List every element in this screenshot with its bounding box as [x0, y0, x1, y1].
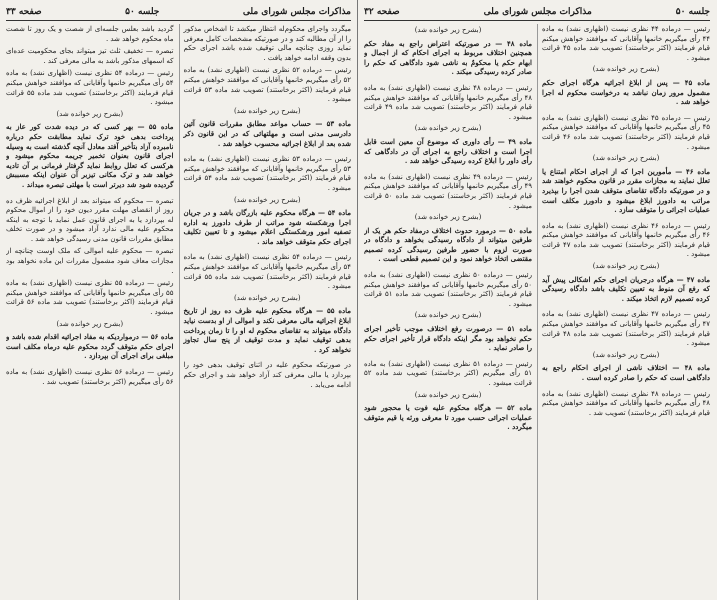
reading-note: (بشرح زیر خوانده شد) — [414, 26, 482, 34]
article-text: ماده ۵۲ — هرگاه محکوم علیه فوت یا محجور شود عملیات اجرائی حسب مورد تا معرفی ورثه یا قیم متوقف میگردد . — [364, 403, 532, 432]
left-page-header — [6, 4, 351, 21]
vote-record: رئیس — درماده ۵۰ نظری نیست (اظهاری نشد) به ماده ۵۰ رأی میگیریم خانمها وآقایانی که موافقند خواهش میکنم قیام فرمایند (اکثر برخاستند) تصویب شد ماده ۵۱ قرائت میشود . — [364, 271, 532, 308]
reading-note: (بشرح زیر خوانده شد) — [233, 293, 301, 302]
article-text: ماده ۴۶ — مأمورین اجرا که از اجرای احکام امتناع یا تعلل نمایند به مجازات مقرر در قانون محکوم خواهند شد و در صورتیکه دادگاه تقاضای متوقف شدن اجرا را بپذیرد مراتب به دادورز ابلاغ میشود و دادورز مکلف است عملیات اجرائی را متوقف سازد . — [542, 166, 710, 215]
right-page-columns — [364, 24, 710, 600]
vote-record: رئیس — درماده ۵۶ نظری نیست (اظهاری نشد) به ماده ۵۶ رأی میگیریم (اکثر برخاستند) تصویب شد . — [6, 368, 174, 386]
vote-record: رئیس — درماده ۴۹ نظری نیست (اظهاری نشد) به ماده ۴۹ رأی میگیریم خانمها وآقایانی که موافقند خواهش میکنم قیام فرمایند (اکثر برخاستند) تصویب شد ماده ۵۰ قرائت میشود . — [364, 172, 532, 210]
article-text: ماده ۵۱ — درصورت رفع اختلاف موجب تأخیر اجرای حکم نخواهد بود مگر اینکه دادگاه قرار تأخیر اجرای حکم را صادر نماید . — [364, 324, 532, 353]
article-text: ماده ۵۶ — درمواردیکه به مفاد اجرائیه اقدام شده باشد و اجرای حکم متوقف گردد محکوم علیه درماه مکلف است مبلغی برای اجرای آن بپردازد . — [6, 332, 174, 361]
vote-record: رئیس — درماده ۴۶ نظری نیست (اظهاری نشد) به ماده ۴۶ رأی میگیریم خانمها وآقایانی که موافقند خواهش میکنم قیام فرمایند (اکثر برخاستند) تصویب شد ماده ۴۷ قرائت میشود . — [542, 221, 710, 259]
journal-title: مذاکرات مجلس شورای ملی — [483, 7, 592, 17]
article-text: ماده ۴۸ — اختلاف ناشی از اجرای احکام راجع به دادگاهی است که حکم را صادر کرده است . — [542, 363, 710, 382]
vote-record: رئیس — درماده ۴۵ نظری نیست (اظهاری نشد) به ماده ۴۵ رأی میگیریم خانمها وآقایانی که موافقند خواهش میکنم قیام فرمایند (اکثر برخاستند) تصویب شد ماده ۴۶ قرائت میشود . — [542, 113, 710, 151]
session-label: جلسه ۵۰ — [675, 7, 710, 17]
left-page-columns — [6, 24, 351, 600]
reading-note: (بشرح زیر خوانده شد) — [414, 390, 482, 399]
paragraph: تبصره — محکوم علیه اموالی که ملک اوست چنانچه از مجازات معاف شود مشمول مقررات این ماده نخواهد بود . — [6, 247, 174, 275]
session-label: جلسه ۵۰ — [125, 7, 160, 17]
vote-record: رئیس — درماده ۵۴ نظری نیست (اظهاری نشد) به ماده ۵۴ رأی میگیریم خانمها وآقایانی که موافقند خواهش میکنم قیام فرمایند (اکثر برخاستند) تصویب شد ماده ۵۵ قرائت میشود . — [6, 69, 174, 107]
article-text: ماده ۵۰ — درمورد حدوث اختلاف درمفاد حکم هر یک از طرفین میتواند از دادگاه رسیدگی بخواهد و دادگاه در صورت لزوم با حضور طرفین رسیدگی کرده تصمیم مقتضی اتخاذ خواهد نمود و این تصمیم قطعی است . — [364, 225, 532, 264]
journal-title: مذاکرات مجلس شورای ملی — [242, 7, 351, 17]
reading-note: (بشرح زیر خوانده شد) — [414, 124, 482, 133]
column — [364, 24, 532, 600]
vote-record: رئیس — درماده ۵۱ نظری نیست (اظهاری نشد) به ماده ۵۱ رأی میگیریم (اکثر برخاستند) تصویب شد ماده ۵۲ قرائت میشود . — [364, 359, 532, 387]
reading-note: (بشرح زیر خوانده شد) — [592, 65, 660, 74]
vote-record: رئیس — درماده ۵۳ نظری نیست (اظهاری نشد) به ماده ۵۳ رأی میگیریم خانمها وآقایانی که موافقند خواهش میکنم قیام فرمایند (اکثر برخاستند) تصویب شد ماده ۵۴ قرائت میشود . — [183, 155, 351, 192]
reading-note: (بشرح زیر خوانده شد) — [233, 195, 301, 204]
column — [179, 24, 352, 600]
article-text: ماده ۴۸ — در صورتیکه اعتراض راجع به مفاد حکم همچنین اختلاف مربوط به اجرای احکام که از اجمال و ابهام حکم یا محکومٌ به ناشی شود دادگاهی که حکم را صادر کرده رسیدگی میکند . — [364, 38, 532, 77]
article-text: ماده ۵۴ — هرگاه محکوم علیه بازرگان باشد و در جریان اجرا ورشکسته شود مراتب از طرف دادورز به اداره تصفیه امور ورشکستگی اعلام میشود و تا تعیین تکلیف اجرای حکم متوقف خواهد ماند . — [183, 208, 351, 246]
page-number: صفحه ۳۳ — [6, 7, 42, 17]
article-text: ماده ۵۳ — حساب مواعد مطابق مقررات قانون آئین دادرسی مدنی است و مهلتهائی که در این قانون ذکر شده بعد از ابلاغ اجرائیه محسوب خواهد شد . — [183, 119, 351, 148]
vote-record: رئیس — درماده ۵۲ نظری نیست (اظهاری نشد) به ماده ۵۲ رأی میگیریم خانمها وآقایانی که موافقند خواهش میکنم قیام فرمایند (اکثر برخاستند) تصویب شد ماده ۵۳ قرائت میشود . — [183, 66, 351, 104]
vote-record: رئیس — درماده ۵۵ نظری نیست (اظهاری نشد) به ماده ۵۵ رأی میگیریم خانمها وآقایانی که موافقند خواهش میکنم قیام فرمایند (اکثر برخاستند) تصویب شد ماده ۵۶ قرائت میشود . — [6, 279, 174, 317]
reading-note: (بشرح زیر خوانده شد) — [414, 311, 482, 320]
vote-record: رئیس — درماده ۴۷ نظری نیست (اظهاری نشد) به ماده ۴۷ رأی میگیریم خانمها وآقایانی که موافقند خواهش میکنم قیام فرمایند (اکثر برخاستند) تصویب شد ماده ۴۸ قرائت میشود . — [542, 310, 710, 348]
vote-record: رئیس — درماده ۵۴ نظری نیست (اظهاری نشد) به ماده ۵۴ رأی میگیریم خانمها وآقایانی که موافقند خواهش میکنم قیام فرمایند (اکثر برخاستند) تصویب شد ماده ۵۵ قرائت میشود . — [183, 253, 351, 291]
reading-note: (بشرح زیر خوانده شد) — [233, 106, 301, 115]
paragraph: تبصره — تخفیف ثلث تیز میتواند بجای محکومیت عده‌ای که اسمهای مذکور باشد به مالی معرفی کند . — [6, 47, 174, 65]
reading-note: (بشرح زیر خوانده شد) — [592, 350, 660, 359]
column — [6, 24, 174, 600]
column — [537, 24, 710, 600]
reading-note: (بشرح زیر خوانده شد) — [56, 109, 124, 118]
article-text: ماده ۴۷ — هرگاه درجریان اجرای حکم اشکالی پیش آید که رفع آن منوط به تعیین تکلیف باشد دادگاه رسیدگی کرده تصمیم لازم اتخاذ میکند . — [542, 274, 710, 303]
vote-record: رئیس — درماده ۴۸ نظری نیست (اظهاری نشد) به ماده ۴۸ رأی میگیریم خانمها وآقایانی که موافقند خواهش میکنم قیام فرمایند (اکثر برخاستند) تصویب شد . — [542, 389, 710, 417]
vote-record: رئیس — درماده ۴۴ نظری نیست (اظهاری نشد) به ماده ۴۴ رأی میگیریم خانمها وآقایانی که موافقند خواهش میکنم قیام فرمایند (اکثر برخاستند) تصویب شد ماده ۴۵ قرائت میشود . — [542, 25, 710, 62]
paragraph: میگردد واجرای محکوم‌له انتظار میکشد تا اشخاص مذکور را از آن مطالبه کند و در صورتیکه مشخصات کامل معرفی نماید روزی چنانچه مالی توقیف شده باشد اجرای حکم بدون وقفه ادامه خواهد یافت . — [183, 25, 351, 62]
vote-record: رئیس — درماده ۴۸ نظری نیست (اظهاری نشد) به ماده ۴۸ رأی میگیریم خانمها وآقایانی که موافقند خواهش میکنم قیام فرمایند (اکثر برخاستند) تصویب شد ماده ۴۹ قرائت میشود . — [364, 83, 532, 121]
article-text: ماده ۵۵ — هرگاه محکوم علیه ظرف ده روز از تاریخ ابلاغ اجرائیه مالی معرفی نکند و اموالی از او بدست نیاید دادگاه میتواند به تقاضای محکوم له او را تا زمان پرداخت بدهی توقیف نماید و مدت توقیف از پنج سال تجاوز نخواهد کرد . — [183, 306, 351, 354]
reading-note: (بشرح زیر خوانده شد) — [414, 213, 482, 222]
paragraph: تبصره — محکوم که میتواند بعد از ابلاغ اجرائیه ظرف ده روز از انقضای مهلت مقرر دیون خود را از اموال محکوم له بپردازد یا به اجرای قانون عمل نماید با توجه به اینکه محکوم علیه مالی ندارد آزاد میشود و در صورت تخلف مطابق مقررات قانون مدنی رسیدگی خواهد شد . — [6, 196, 174, 243]
article-text: ماده ۴۹ — رأی داوری که موضوع آن معین است قابل اجرا است و اختلاف راجع به اجرای آن در دادگاهی که رأی داور را ابلاغ کرده رسیدگی خواهد شد . — [364, 136, 532, 166]
article-text: ماده ۵۵ — بهر کسی که در دیده شدت کور عاز به پرداخت بدهی خود ترک نماید مطابقت حکم درباره نامبرده آزاد بتأخیر آفتد معادل آنچه گذشته است به وسیله اجرای قانون بعنوان تخمیر جریمه محکوم میشود و هرکسی که تعلل روابط نماید گرفتار فرمانی بر آن تادیه خواهد شد و ترک مکانی تیزبر آن عنوان اینکه مسببش گردیده شود شد دیرتر است با مهلتی تبصره میداند . — [6, 122, 174, 189]
right-page-header — [364, 4, 710, 21]
article-text: ماده ۴۵ — پس از ابلاغ اجرائیه هرگاه اجرای حکم مشمول مرور زمان نباشد به درخواست محکوم له اجرا خواهد شد . — [542, 77, 710, 107]
page-number: صفحه ۳۲ — [364, 7, 400, 17]
left-page — [0, 0, 358, 600]
paragraph: گردید باشد بعلس جلسه‌ای از شصت و یک روز تا شصت ماه محکوم خواهد شد . — [6, 25, 174, 43]
reading-note: (بشرح زیر خوانده شد) — [592, 262, 660, 271]
paragraph: در صورتیکه محکوم علیه در اثنای توقیف بدهی خود را بپردازد یا مالی معرفی کند آزاد خواهد شد و اجرای حکم ادامه می‌یابد . — [183, 361, 351, 389]
right-page — [358, 0, 716, 600]
reading-note: (بشرح زیر خوانده شد) — [56, 319, 124, 328]
reading-note: (بشرح زیر خوانده شد) — [592, 154, 660, 163]
